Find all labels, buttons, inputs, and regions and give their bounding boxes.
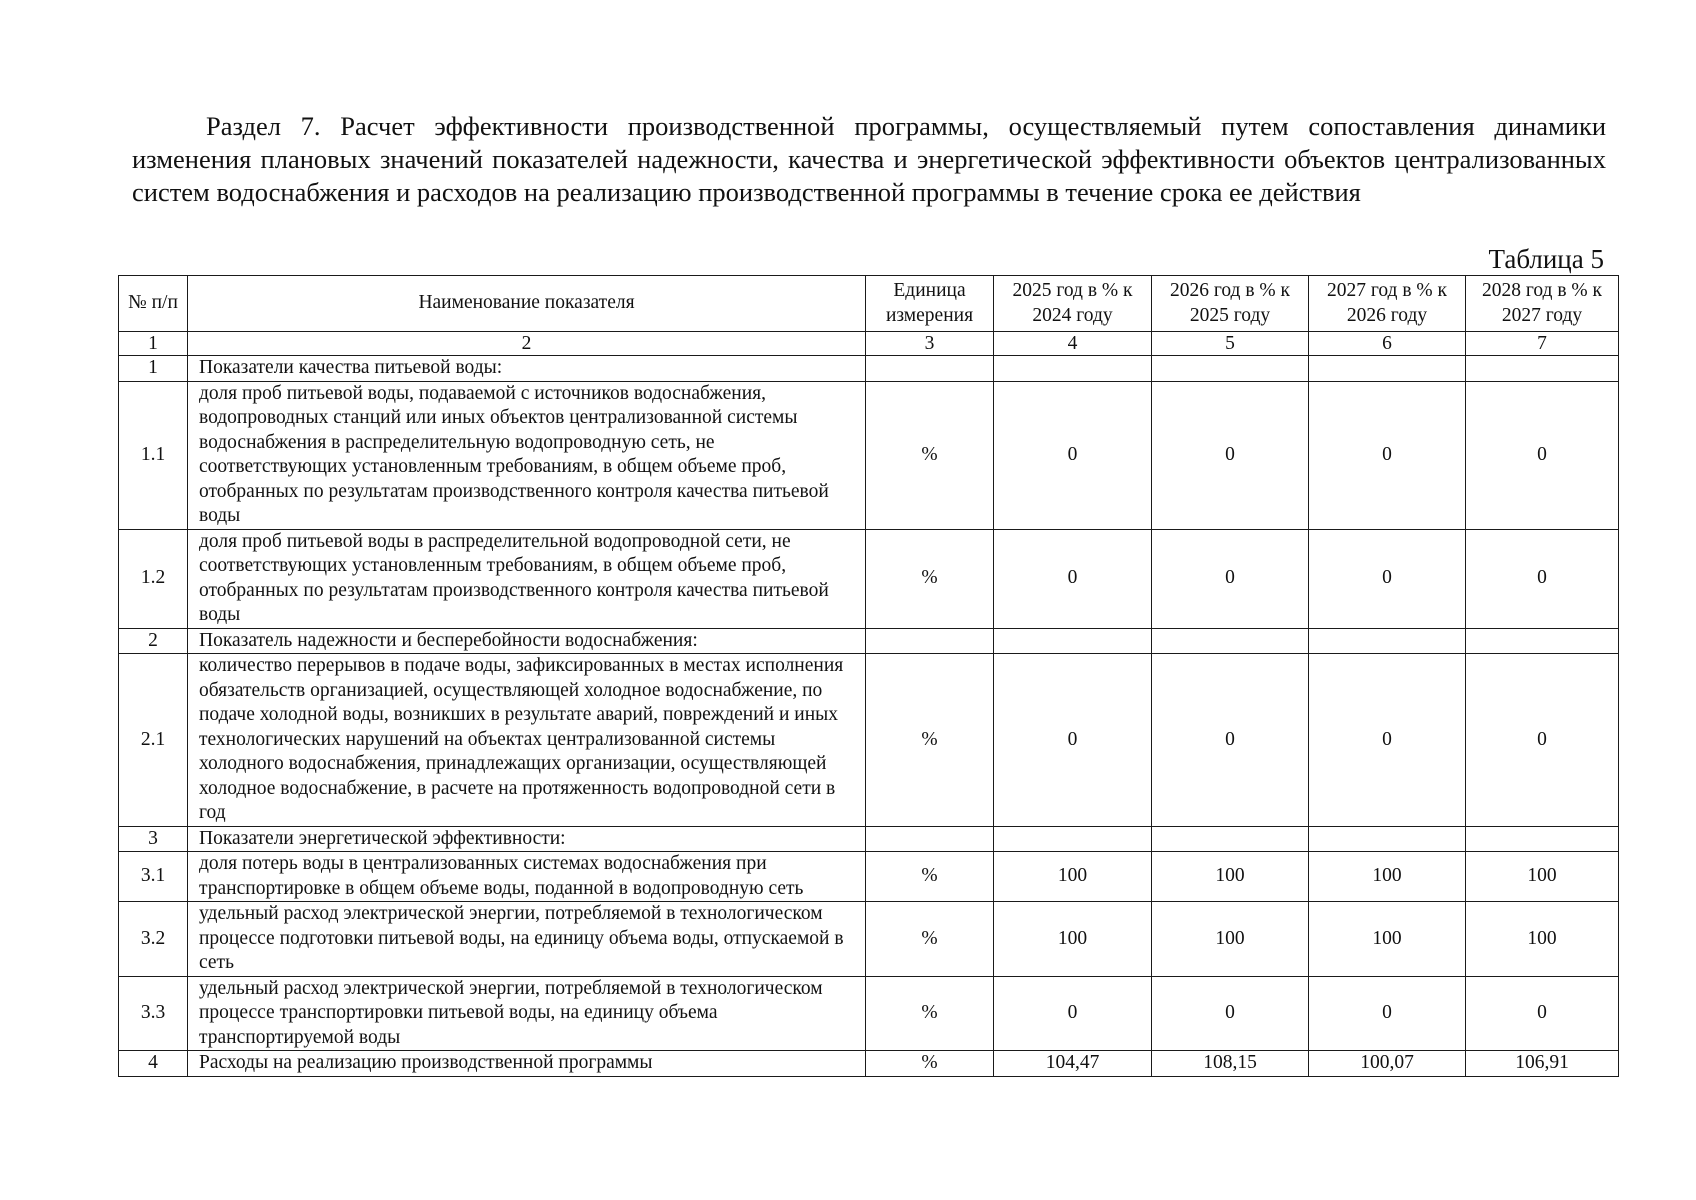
value-cell-2028: 100 [1466, 902, 1619, 977]
row-number: 3 [119, 826, 188, 852]
value-cell-2027 [1309, 356, 1466, 382]
indicator-name: доля проб питьевой воды в распределительной водопроводной сети, не соответствующих установленным требованиям, в общем объеме проб, отобранных по результатам производственного контроля качества питьевой воды [188, 529, 866, 628]
row-number: 3.3 [119, 976, 188, 1051]
unit-cell [866, 356, 994, 382]
table-row [119, 1051, 1619, 1077]
value-cell-2025: 100 [994, 902, 1152, 977]
row-number: 1.1 [119, 381, 188, 529]
header-cell: № п/п [119, 276, 188, 332]
value-cell-2028: 0 [1466, 381, 1619, 529]
row-number: 4 [119, 1051, 188, 1077]
column-number-cell: 2 [188, 332, 866, 356]
value-cell-2026: 0 [1152, 976, 1309, 1051]
value-cell-2028 [1466, 826, 1619, 852]
header-cell: Единица измерения [866, 276, 994, 332]
table-row [119, 381, 1619, 529]
value-cell-2026 [1152, 628, 1309, 654]
table-row [119, 529, 1619, 628]
value-cell-2028: 0 [1466, 976, 1619, 1051]
header-cell: 2028 год в % к 2027 году [1466, 276, 1619, 332]
unit-cell: % [866, 381, 994, 529]
value-cell-2026: 0 [1152, 654, 1309, 827]
table-row [119, 356, 1619, 382]
table-row [119, 628, 1619, 654]
column-number-row [119, 332, 1619, 356]
unit-cell: % [866, 852, 994, 902]
value-cell-2027: 100,07 [1309, 1051, 1466, 1077]
indicator-name: количество перерывов в подаче воды, зафиксированных в местах исполнения обязательств организацией, осуществляющей холодное водоснабжение, по подаче холодной воды, возникших в результате аварий, повреждений и иных технологических нарушений на объектах централизованной системы холодного водоснабжения, принадлежащих организации, осуществляющей холодное водоснабжение, в расчете на протяженность водопроводной сети в год [188, 654, 866, 827]
value-cell-2027: 0 [1309, 381, 1466, 529]
unit-cell: % [866, 1051, 994, 1077]
value-cell-2028: 0 [1466, 654, 1619, 827]
value-cell-2027: 100 [1309, 902, 1466, 977]
row-number: 3.1 [119, 852, 188, 902]
value-cell-2028 [1466, 356, 1619, 382]
value-cell-2027: 0 [1309, 976, 1466, 1051]
indicator-name: доля потерь воды в централизованных системах водоснабжения при транспортировке в общем объеме воды, поданной в водопроводную сеть [188, 852, 866, 902]
value-cell-2025: 0 [994, 381, 1152, 529]
section-heading: Раздел 7. Расчет эффективности производственной программы, осуществляемый путем сопоставления динамики изменения плановых значений показателей надежности, качества и энергетической эффективности объектов централизованных систем водоснабжения и расходов на реализацию производственной программы в течение срока ее действия [132, 111, 1606, 207]
value-cell-2026: 0 [1152, 529, 1309, 628]
indicator-name: удельный расход электрической энергии, потребляемой в технологическом процессе транспортировки питьевой воды, на единицу объема транспортируемой воды [188, 976, 866, 1051]
value-cell-2026: 108,15 [1152, 1051, 1309, 1077]
table-row [119, 976, 1619, 1051]
indicator-name: Показатель надежности и бесперебойности водоснабжения: [188, 628, 866, 654]
value-cell-2025: 0 [994, 654, 1152, 827]
value-cell-2025 [994, 356, 1152, 382]
indicator-name: Показатели качества питьевой воды: [188, 356, 866, 382]
value-cell-2026: 100 [1152, 852, 1309, 902]
value-cell-2026 [1152, 826, 1309, 852]
row-number: 1 [119, 356, 188, 382]
header-cell: 2025 год в % к 2024 году [994, 276, 1152, 332]
unit-cell: % [866, 976, 994, 1051]
value-cell-2026: 100 [1152, 902, 1309, 977]
indicator-name: Расходы на реализацию производственной программы [188, 1051, 866, 1077]
table-row [119, 902, 1619, 977]
column-number-cell: 3 [866, 332, 994, 356]
column-number-cell: 7 [1466, 332, 1619, 356]
unit-cell: % [866, 529, 994, 628]
value-cell-2028: 106,91 [1466, 1051, 1619, 1077]
row-number: 2 [119, 628, 188, 654]
value-cell-2028 [1466, 628, 1619, 654]
column-number-cell: 1 [119, 332, 188, 356]
value-cell-2027: 0 [1309, 654, 1466, 827]
value-cell-2025: 0 [994, 976, 1152, 1051]
column-number-cell: 6 [1309, 332, 1466, 356]
indicator-name: удельный расход электрической энергии, потребляемой в технологическом процессе подготовки питьевой воды, на единицу объема воды, отпускаемой в сеть [188, 902, 866, 977]
value-cell-2027: 100 [1309, 852, 1466, 902]
table-row [119, 826, 1619, 852]
row-number: 2.1 [119, 654, 188, 827]
header-cell: 2026 год в % к 2025 году [1152, 276, 1309, 332]
unit-cell [866, 826, 994, 852]
value-cell-2027: 0 [1309, 529, 1466, 628]
header-cell: 2027 год в % к 2026 году [1309, 276, 1466, 332]
table-caption: Таблица 5 [1488, 244, 1604, 274]
value-cell-2026 [1152, 356, 1309, 382]
unit-cell [866, 628, 994, 654]
indicator-name: Показатели энергетической эффективности: [188, 826, 866, 852]
value-cell-2028: 0 [1466, 529, 1619, 628]
value-cell-2026: 0 [1152, 381, 1309, 529]
column-number-cell: 5 [1152, 332, 1309, 356]
row-number: 1.2 [119, 529, 188, 628]
table-row [119, 654, 1619, 827]
header-cell: Наименование показателя [188, 276, 866, 332]
row-number: 3.2 [119, 902, 188, 977]
unit-cell: % [866, 654, 994, 827]
unit-cell: % [866, 902, 994, 977]
column-number-cell: 4 [994, 332, 1152, 356]
value-cell-2025: 0 [994, 529, 1152, 628]
header-row [119, 276, 1619, 332]
value-cell-2025: 104,47 [994, 1051, 1152, 1077]
value-cell-2025 [994, 826, 1152, 852]
indicator-name: доля проб питьевой воды, подаваемой с источников водоснабжения, водопроводных станций или иных объектов централизованной системы водоснабжения в распределительную водопроводную сеть, не соответствующих установленным требованиям, в общем объеме проб, отобранных по результатам производственного контроля качества питьевой воды [188, 381, 866, 529]
value-cell-2027 [1309, 826, 1466, 852]
indicators-table [118, 275, 1619, 1077]
value-cell-2027 [1309, 628, 1466, 654]
table-row [119, 852, 1619, 902]
value-cell-2025: 100 [994, 852, 1152, 902]
value-cell-2025 [994, 628, 1152, 654]
value-cell-2028: 100 [1466, 852, 1619, 902]
